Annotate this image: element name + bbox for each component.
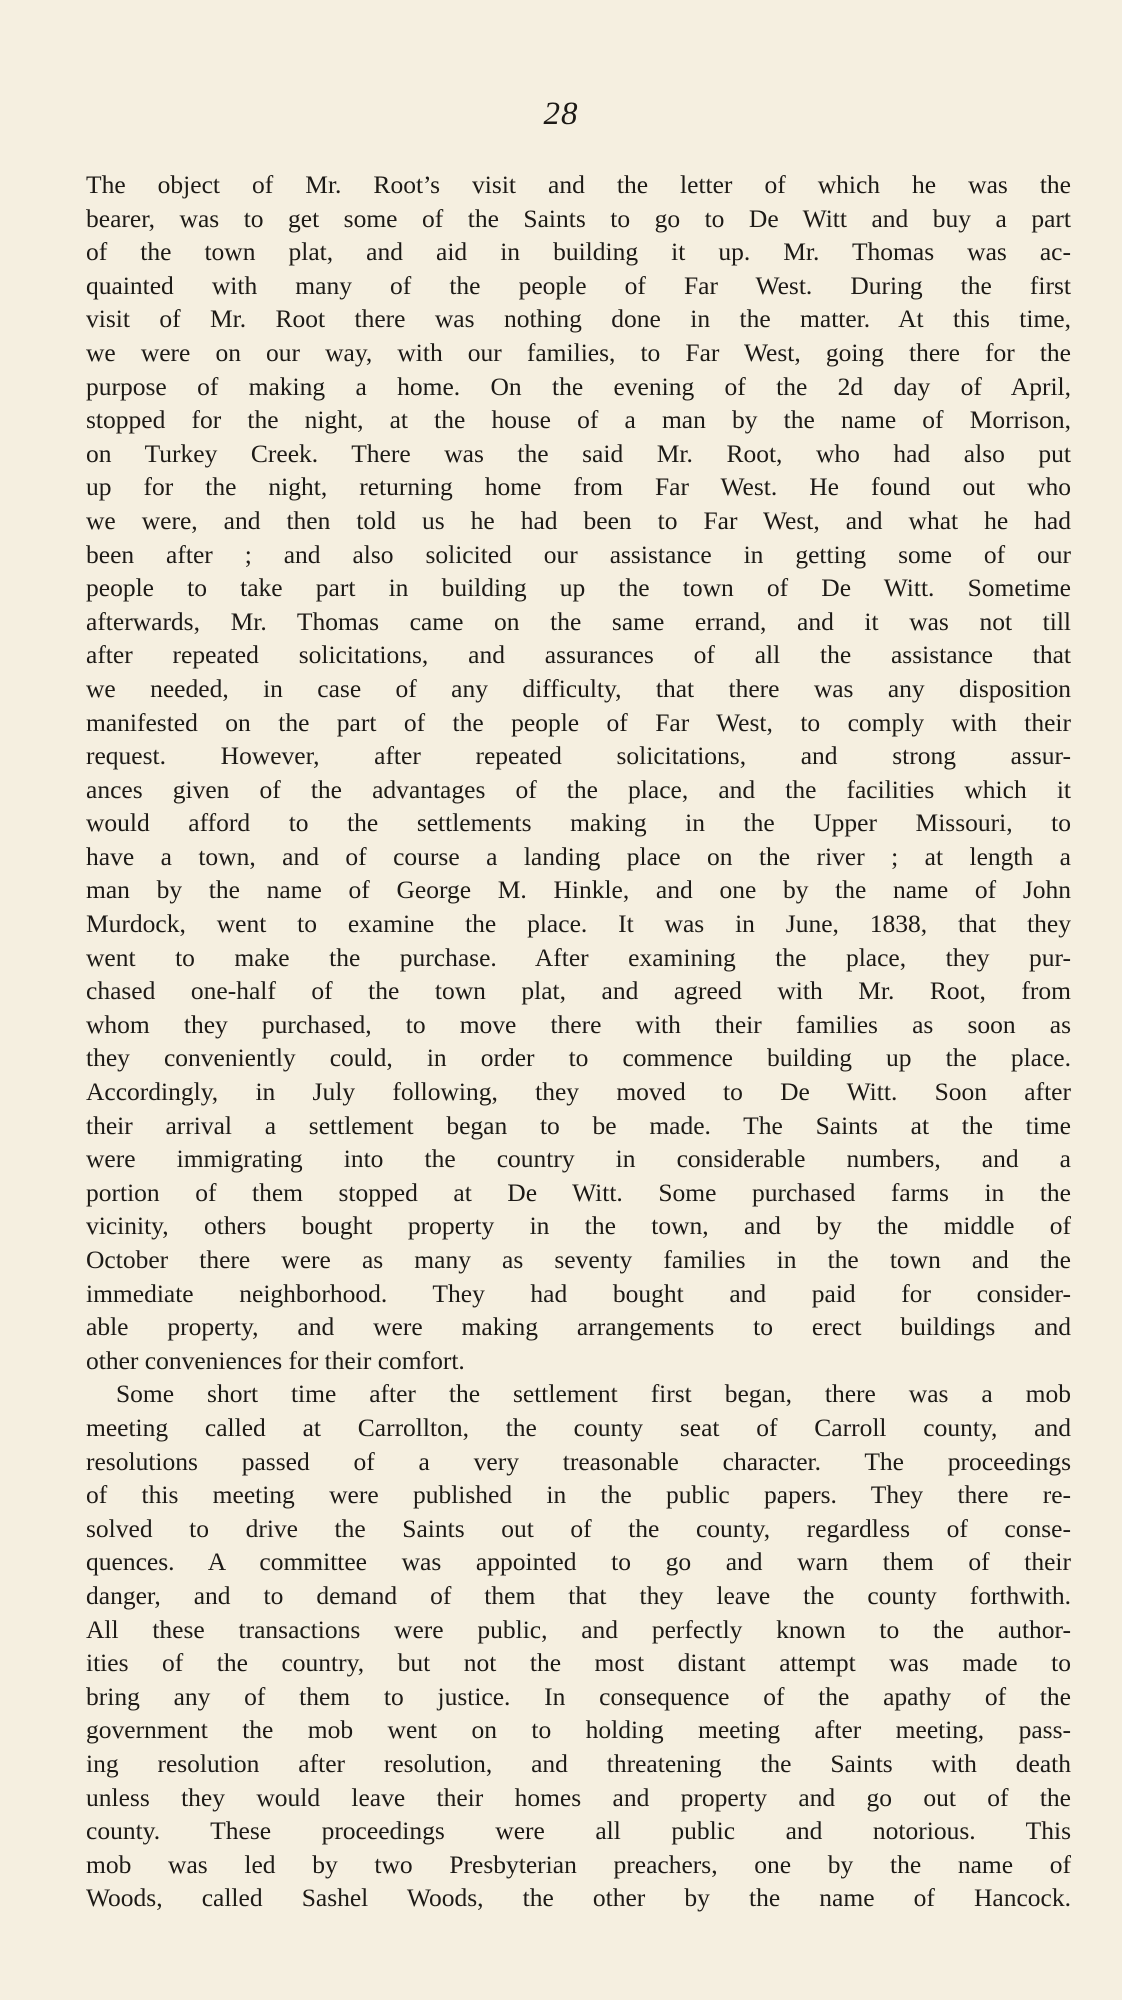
text-line: immediate neighborhood. They had bought and paid for consider- bbox=[86, 1278, 1071, 1308]
text-line: manifested on the part of the people of Far West, to comply with their bbox=[86, 707, 1071, 737]
text-line: we were, and then told us he had been to Far West, and what he had bbox=[86, 505, 1071, 535]
text-line: able property, and were making arrangements to erect buildings and bbox=[86, 1312, 1071, 1342]
text-line: chased one-half of the town plat, and agreed with Mr. Root, from bbox=[86, 976, 1071, 1006]
body-text bbox=[86, 168, 1071, 1915]
text-line: bring any of them to justice. In consequence of the apathy of the bbox=[86, 1681, 1071, 1711]
text-line: been after ; and also solicited our assistance in getting some of our bbox=[86, 539, 1071, 569]
text-line: people to take part in building up the town of De Witt. Sometime bbox=[86, 573, 1071, 603]
text-line: vicinity, others bought property in the town, and by the middle of bbox=[86, 1211, 1071, 1241]
text-line: county. These proceedings were all public and notorious. This bbox=[86, 1816, 1071, 1846]
text-line: danger, and to demand of them that they leave the county forthwith. bbox=[86, 1580, 1071, 1610]
text-line: after repeated solicitations, and assurances of all the assistance that bbox=[86, 640, 1071, 670]
text-line: quainted with many of the people of Far West. During the first bbox=[86, 270, 1071, 300]
text-line: they conveniently could, in order to commence building up the place. bbox=[86, 1043, 1071, 1073]
text-line: mob was led by two Presbyterian preachers, one by the name of bbox=[86, 1849, 1071, 1879]
text-line: bearer, was to get some of the Saints to go to De Witt and buy a part bbox=[86, 203, 1071, 233]
text-line: Some short time after the settlement first began, there was a mob bbox=[116, 1379, 1071, 1409]
text-line: quences. A committee was appointed to go and warn them of their bbox=[86, 1547, 1071, 1577]
text-line: October there were as many as seventy families in the town and the bbox=[86, 1245, 1071, 1274]
text-line: unless they would leave their homes and property and go out of the bbox=[86, 1782, 1071, 1812]
text-line: resolutions passed of a very treasonable character. The proceedings bbox=[86, 1446, 1071, 1476]
text-line: All these transactions were public, and perfectly known to the author- bbox=[86, 1614, 1071, 1644]
text-line: were immigrating into the country in considerable numbers, and a bbox=[86, 1144, 1071, 1174]
text-line: whom they purchased, to move there with their families as soon as bbox=[86, 1009, 1071, 1039]
text-line: have a town, and of course a landing place on the river ; at length a bbox=[86, 841, 1071, 871]
text-line: ances given of the advantages of the place, and the facilities which it bbox=[86, 774, 1071, 804]
text-line: went to make the purchase. After examining the place, they pur- bbox=[86, 942, 1071, 972]
text-line: solved to drive the Saints out of the county, regardless of conse- bbox=[86, 1513, 1071, 1543]
text-line: of this meeting were published in the public papers. They there re- bbox=[86, 1480, 1071, 1510]
text-line: portion of them stopped at De Witt. Some purchased farms in the bbox=[86, 1177, 1071, 1207]
text-line: afterwards, Mr. Thomas came on the same errand, and it was not till bbox=[86, 606, 1071, 636]
text-line: up for the night, returning home from Far West. He found out who bbox=[86, 472, 1071, 502]
text-line: The object of Mr. Root’s visit and the letter of which he was the bbox=[86, 170, 1071, 199]
text-line: government the mob went on to holding meeting after meeting, pass- bbox=[86, 1715, 1071, 1745]
text-line: other conveniences for their comfort. bbox=[86, 1345, 465, 1375]
text-line: of the town plat, and aid in building it up. Mr. Thomas was ac- bbox=[86, 237, 1071, 267]
text-line: their arrival a settlement began to be made. The Saints at the time bbox=[86, 1110, 1071, 1140]
text-line: meeting called at Carrollton, the county seat of Carroll county, and bbox=[86, 1412, 1071, 1442]
text-line: man by the name of George M. Hinkle, and one by the name of John bbox=[86, 875, 1071, 905]
text-line: purpose of making a home. On the evening of the 2d day of April, bbox=[86, 371, 1071, 401]
text-line: would afford to the settlements making in the Upper Missouri, to bbox=[86, 808, 1071, 838]
text-line: Accordingly, in July following, they moved to De Witt. Soon after bbox=[86, 1077, 1071, 1107]
text-line: on Turkey Creek. There was the said Mr. Root, who had also put bbox=[86, 438, 1071, 468]
text-line: visit of Mr. Root there was nothing done in the matter. At this time, bbox=[86, 304, 1071, 334]
text-line: Murdock, went to examine the place. It was in June, 1838, that they bbox=[86, 909, 1071, 939]
text-line: we needed, in case of any difficulty, that there was any disposition bbox=[86, 673, 1071, 703]
page-number: 28 bbox=[543, 96, 579, 132]
text-line: ing resolution after resolution, and threatening the Saints with death bbox=[86, 1748, 1071, 1778]
text-line: ities of the country, but not the most distant attempt was made to bbox=[86, 1648, 1071, 1678]
text-line: request. However, after repeated solicitations, and strong assur- bbox=[86, 741, 1071, 771]
text-line: Woods, called Sashel Woods, the other by the name of Hancock. bbox=[86, 1883, 1071, 1913]
text-line: we were on our way, with our families, to Far West, going there for the bbox=[86, 337, 1071, 367]
text-line: stopped for the night, at the house of a man by the name of Morrison, bbox=[86, 405, 1071, 435]
